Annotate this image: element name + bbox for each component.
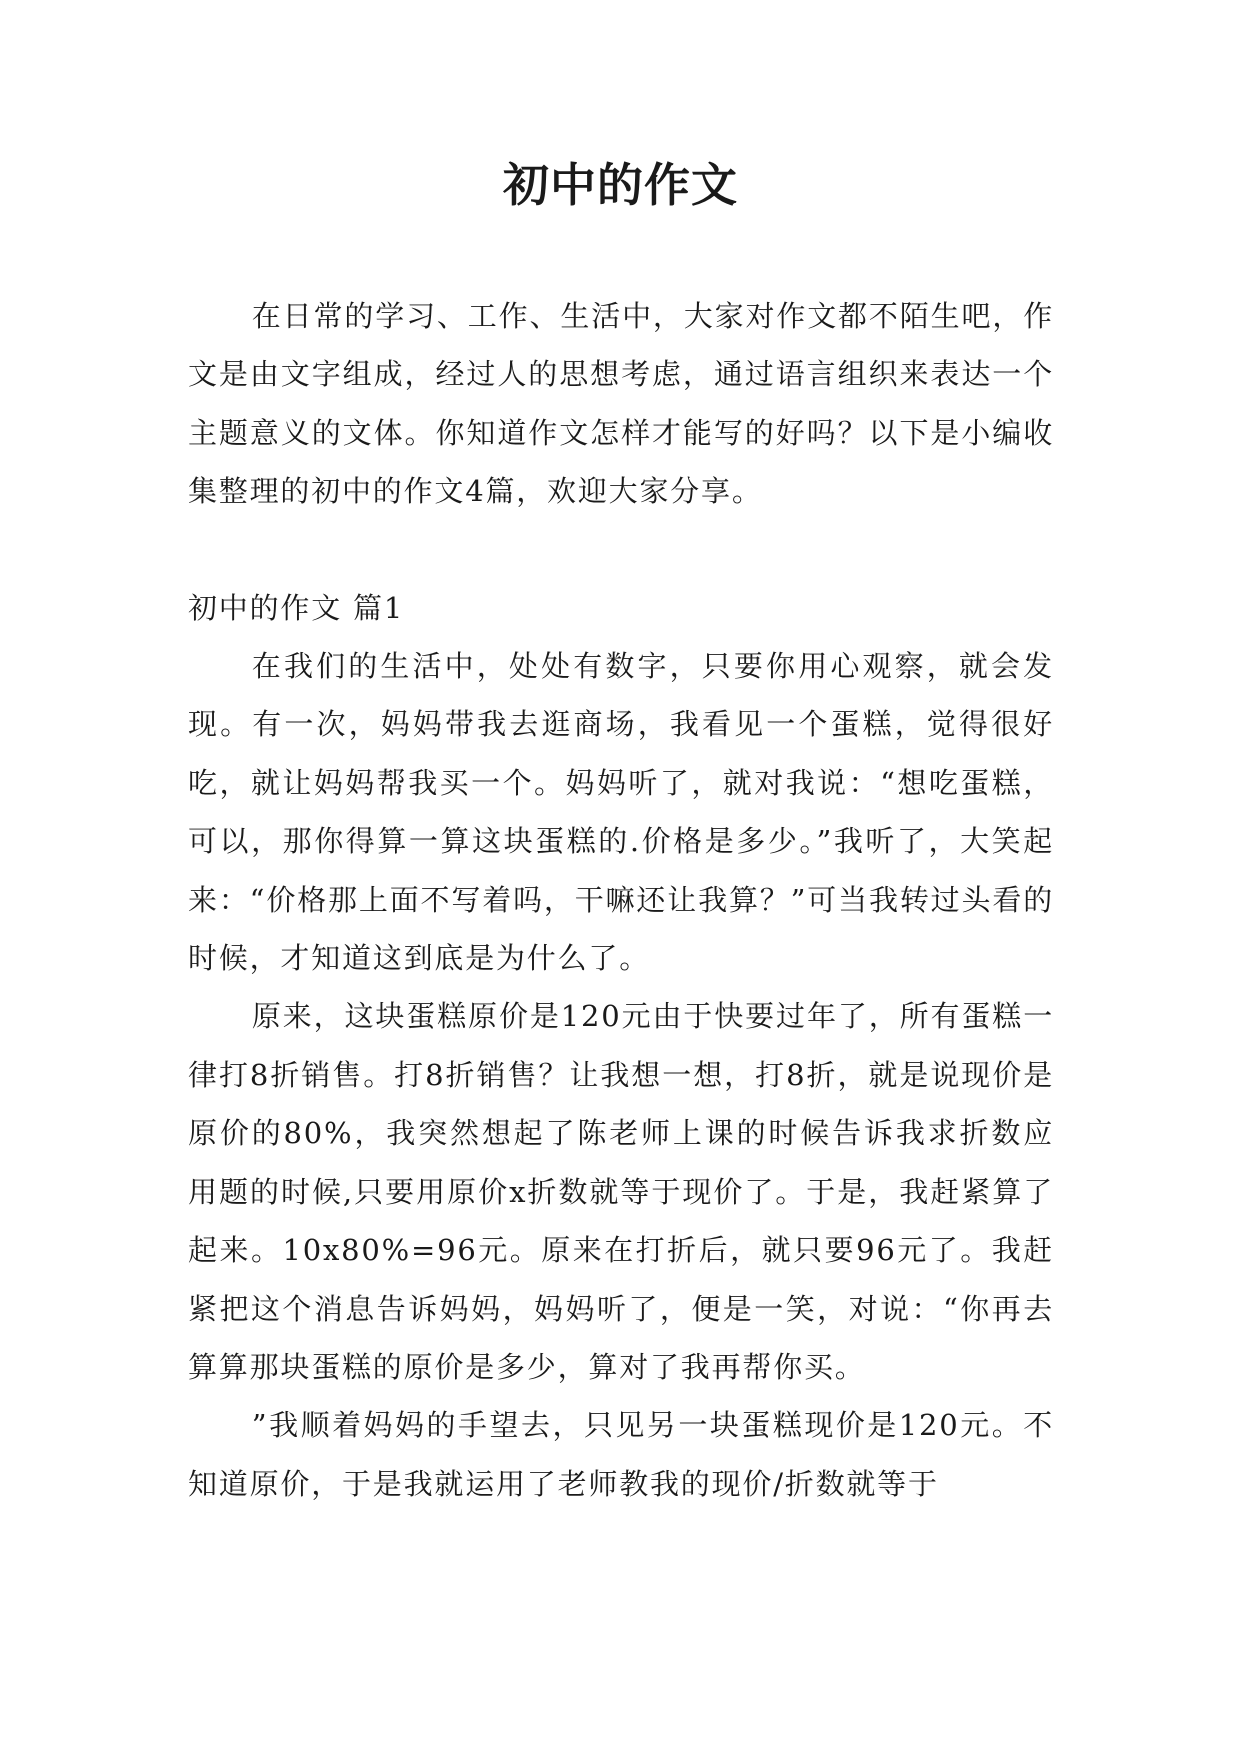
body-paragraph: 原来，这块蛋糕原价是120元由于快要过年了，所有蛋糕一律打8折销售。打8折销售？让我想一想，打8折，就是说现价是原价的80%，我突然想起了陈老师上课的时候告诉我求折数应用题的时候,只要用原价x折数就等于现价了。于是，我赶紧算了起来。10x80%=96元。原来在打折后，就只要96元了。我赶紧把这个消息告诉妈妈，妈妈听了，便是一笑，对说：“你再去算算那块蛋糕的原价是多少，算对了我再帮你买。 <box>188 999 1054 1384</box>
intro-paragraph: 在日常的学习、工作、生活中，大家对作文都不陌生吧，作文是由文字组成，经过人的思想考虑，通过语言组织来表达一个主题意义的文体。你知道作文怎样才能写的好吗？以下是小编收集整理的初中的作文4篇，欢迎大家分享。 <box>188 299 1054 509</box>
section-heading: 初中的作文 篇1 <box>188 590 405 625</box>
document-body <box>188 287 1054 1513</box>
document-title: 初中的作文 <box>503 158 738 212</box>
body-paragraph: ”我顺着妈妈的手望去，只见另一块蛋糕现价是120元。不知道原价，于是我就运用了老师教我的现价/折数就等于 <box>188 1408 1054 1501</box>
body-paragraph: 在我们的生活中，处处有数字，只要你用心观察，就会发现。有一次，妈妈带我去逛商场，我看见一个蛋糕，觉得很好吃，就让妈妈帮我买一个。妈妈听了，就对我说：“想吃蛋糕，可以，那你得算一算这块蛋糕的.价格是多少。”我听了，大笑起来：“价格那上面不写着吗，干嘛还让我算？”可当我转过头看的时候，才知道这到底是为什么了。 <box>188 649 1054 976</box>
